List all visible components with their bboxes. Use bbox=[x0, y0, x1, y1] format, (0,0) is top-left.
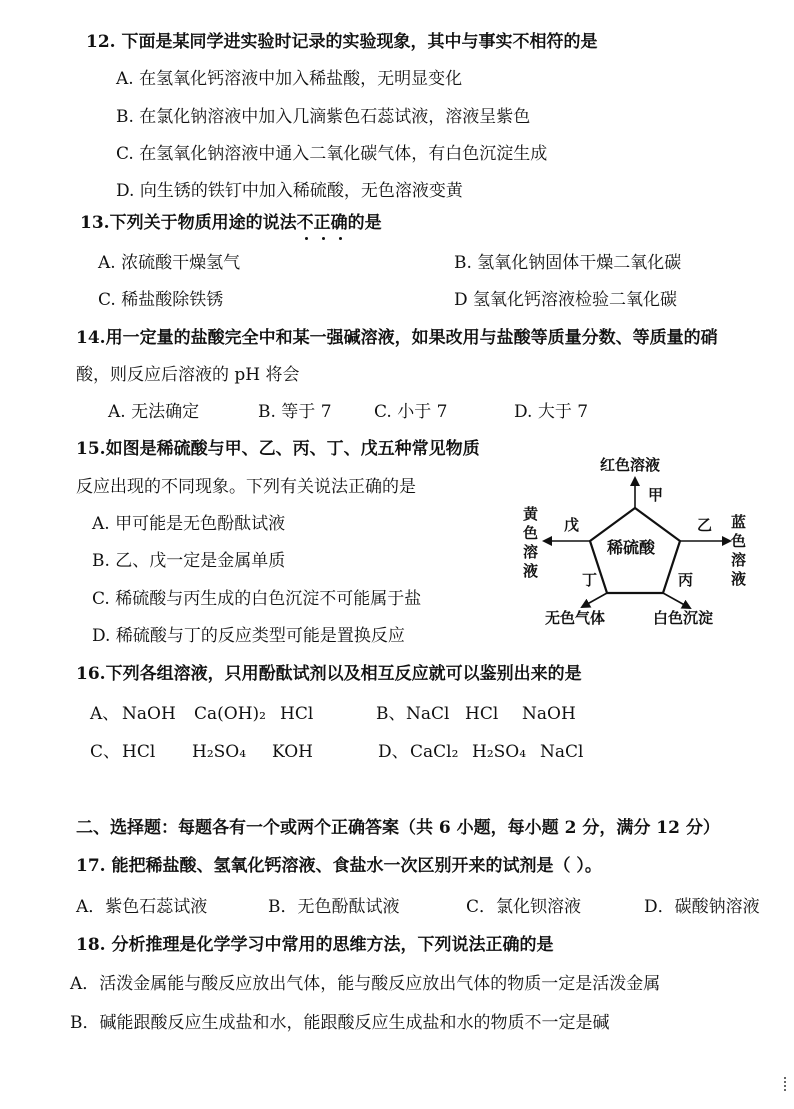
q17-option-d: D．碳酸钠溶液 bbox=[644, 897, 760, 917]
q17-option-c: C．氯化钡溶液 bbox=[466, 897, 582, 917]
q17-option-a: A．紫色石蕊试液 bbox=[76, 897, 208, 917]
q17-stem: 17. 能把稀盐酸、氢氧化钙溶液、食盐水一次区别开来的试剂是（ ）。 bbox=[76, 856, 602, 876]
q15-option-d: D. 稀硫酸与丁的反应类型可能是置换反应 bbox=[92, 626, 405, 646]
diagram-label-yi: 乙 bbox=[697, 516, 713, 534]
q15-stem-line2: 反应出现的不同现象。下列有关说法正确的是 bbox=[76, 477, 416, 497]
q16-option-a-label: A、 bbox=[90, 704, 120, 724]
arrow-bottom-left bbox=[582, 593, 607, 607]
q14-stem-line1: 14.用一定量的盐酸完全中和某一强碱溶液，如果改用与盐酸等质量分数、等质量的硝 bbox=[76, 328, 718, 348]
q16-option-a-item: HCl bbox=[280, 704, 314, 724]
q16-option-d-item: NaCl bbox=[540, 742, 584, 762]
q16-option-b-item: HCl bbox=[465, 704, 499, 724]
q14-option-a: A. 无法确定 bbox=[108, 402, 200, 422]
diagram-label-jia: 甲 bbox=[648, 486, 664, 504]
q16-option-c-label: C、 bbox=[90, 742, 121, 762]
q16-option-b-item: NaOH bbox=[522, 704, 576, 724]
q12-option-a: A. 在氢氧化钙溶液中加入稀盐酸，无明显变化 bbox=[116, 69, 463, 89]
q13-option-a: A. 浓硫酸干燥氢气 bbox=[98, 253, 241, 273]
q14-stem-line2: 酸，则反应后溶液的 pH 将会 bbox=[76, 365, 300, 385]
q16-option-c-item: H₂SO₄ bbox=[192, 742, 247, 762]
outcome-right: 蓝色溶液 bbox=[729, 514, 747, 590]
q16-option-a-item: NaOH bbox=[122, 704, 176, 724]
q14-option-d: D. 大于 7 bbox=[514, 402, 589, 422]
q18-option-b: B．碱能跟酸反应生成盐和水，能跟酸反应生成盐和水的物质不一定是碱 bbox=[70, 1013, 610, 1033]
q16-option-d-label: D、 bbox=[378, 742, 409, 762]
q13-stem: 13.下列关于物质用途的说法不正确的是 bbox=[80, 213, 382, 233]
q15-stem-line1: 15.如图是稀硫酸与甲、乙、丙、丁、戊五种常见物质 bbox=[76, 439, 480, 459]
q16-option-c-item: HCl bbox=[122, 742, 156, 762]
q13-option-c: C. 稀盐酸除铁锈 bbox=[98, 290, 224, 310]
outcome-top: 红色溶液 bbox=[600, 456, 661, 474]
q18-stem: 18. 分析推理是化学学习中常用的思维方法，下列说法正确的是 bbox=[76, 935, 554, 955]
q18-option-a: A．活泼金属能与酸反应放出气体，能与酸反应放出气体的物质一定是活泼金属 bbox=[70, 974, 661, 994]
q13-option-d: D 氢氧化钙溶液检验二氧化碳 bbox=[454, 290, 678, 310]
q15-option-c: C. 稀硫酸与丙生成的白色沉淀不可能属于盐 bbox=[92, 589, 422, 609]
q14-option-c: C. 小于 7 bbox=[374, 402, 448, 422]
arrow-bottom-right bbox=[663, 593, 690, 608]
q12-option-c: C. 在氢氧化钠溶液中通入二氧化碳气体，有白色沉淀生成 bbox=[116, 144, 548, 164]
diagram-label-ding: 丁 bbox=[582, 571, 598, 589]
q15-option-a: A. 甲可能是无色酚酞试液 bbox=[92, 514, 286, 534]
outcome-bottom-right: 白色沉淀 bbox=[653, 609, 714, 627]
q12-option-b: B. 在氯化钠溶液中加入几滴紫色石蕊试液，溶液呈紫色 bbox=[116, 107, 531, 127]
outcome-bottom-left: 无色气体 bbox=[545, 609, 606, 627]
q16-option-a-item: Ca(OH)₂ bbox=[194, 704, 266, 724]
q12-option-d: D. 向生锈的铁钉中加入稀硫酸，无色溶液变黄 bbox=[116, 181, 463, 201]
scan-edge-mark bbox=[784, 1077, 788, 1091]
q12-stem: 12. 下面是某同学进实验时记录的实验现象，其中与事实不相符的是 bbox=[86, 32, 598, 52]
section-heading: 二、选择题：每题各有一个或两个正确答案（共 6 小题，每小题 2 分，满分 12 分） bbox=[76, 818, 720, 838]
q15-option-b: B. 乙、戊一定是金属单质 bbox=[92, 551, 286, 571]
q16-option-d-item: CaCl₂ bbox=[410, 742, 459, 762]
q16-option-c-item: KOH bbox=[272, 742, 314, 762]
q14-option-b: B. 等于 7 bbox=[258, 402, 332, 422]
diagram-label-wu: 戊 bbox=[564, 516, 580, 534]
q17-option-b: B．无色酚酞试液 bbox=[268, 897, 400, 917]
outcome-left: 黄色溶液 bbox=[521, 506, 539, 582]
diagram-center-label: 稀硫酸 bbox=[607, 538, 656, 557]
q16-stem: 16.下列各组溶液，只用酚酞试剂以及相互反应就可以鉴别出来的是 bbox=[76, 664, 582, 684]
q13-option-b: B. 氢氧化钠固体干燥二氧化碳 bbox=[454, 253, 682, 273]
q16-option-b-item: NaCl bbox=[406, 704, 450, 724]
q16-option-d-item: H₂SO₄ bbox=[472, 742, 527, 762]
diagram-label-bing: 丙 bbox=[678, 571, 694, 589]
q16-option-b-label: B、 bbox=[376, 704, 406, 724]
